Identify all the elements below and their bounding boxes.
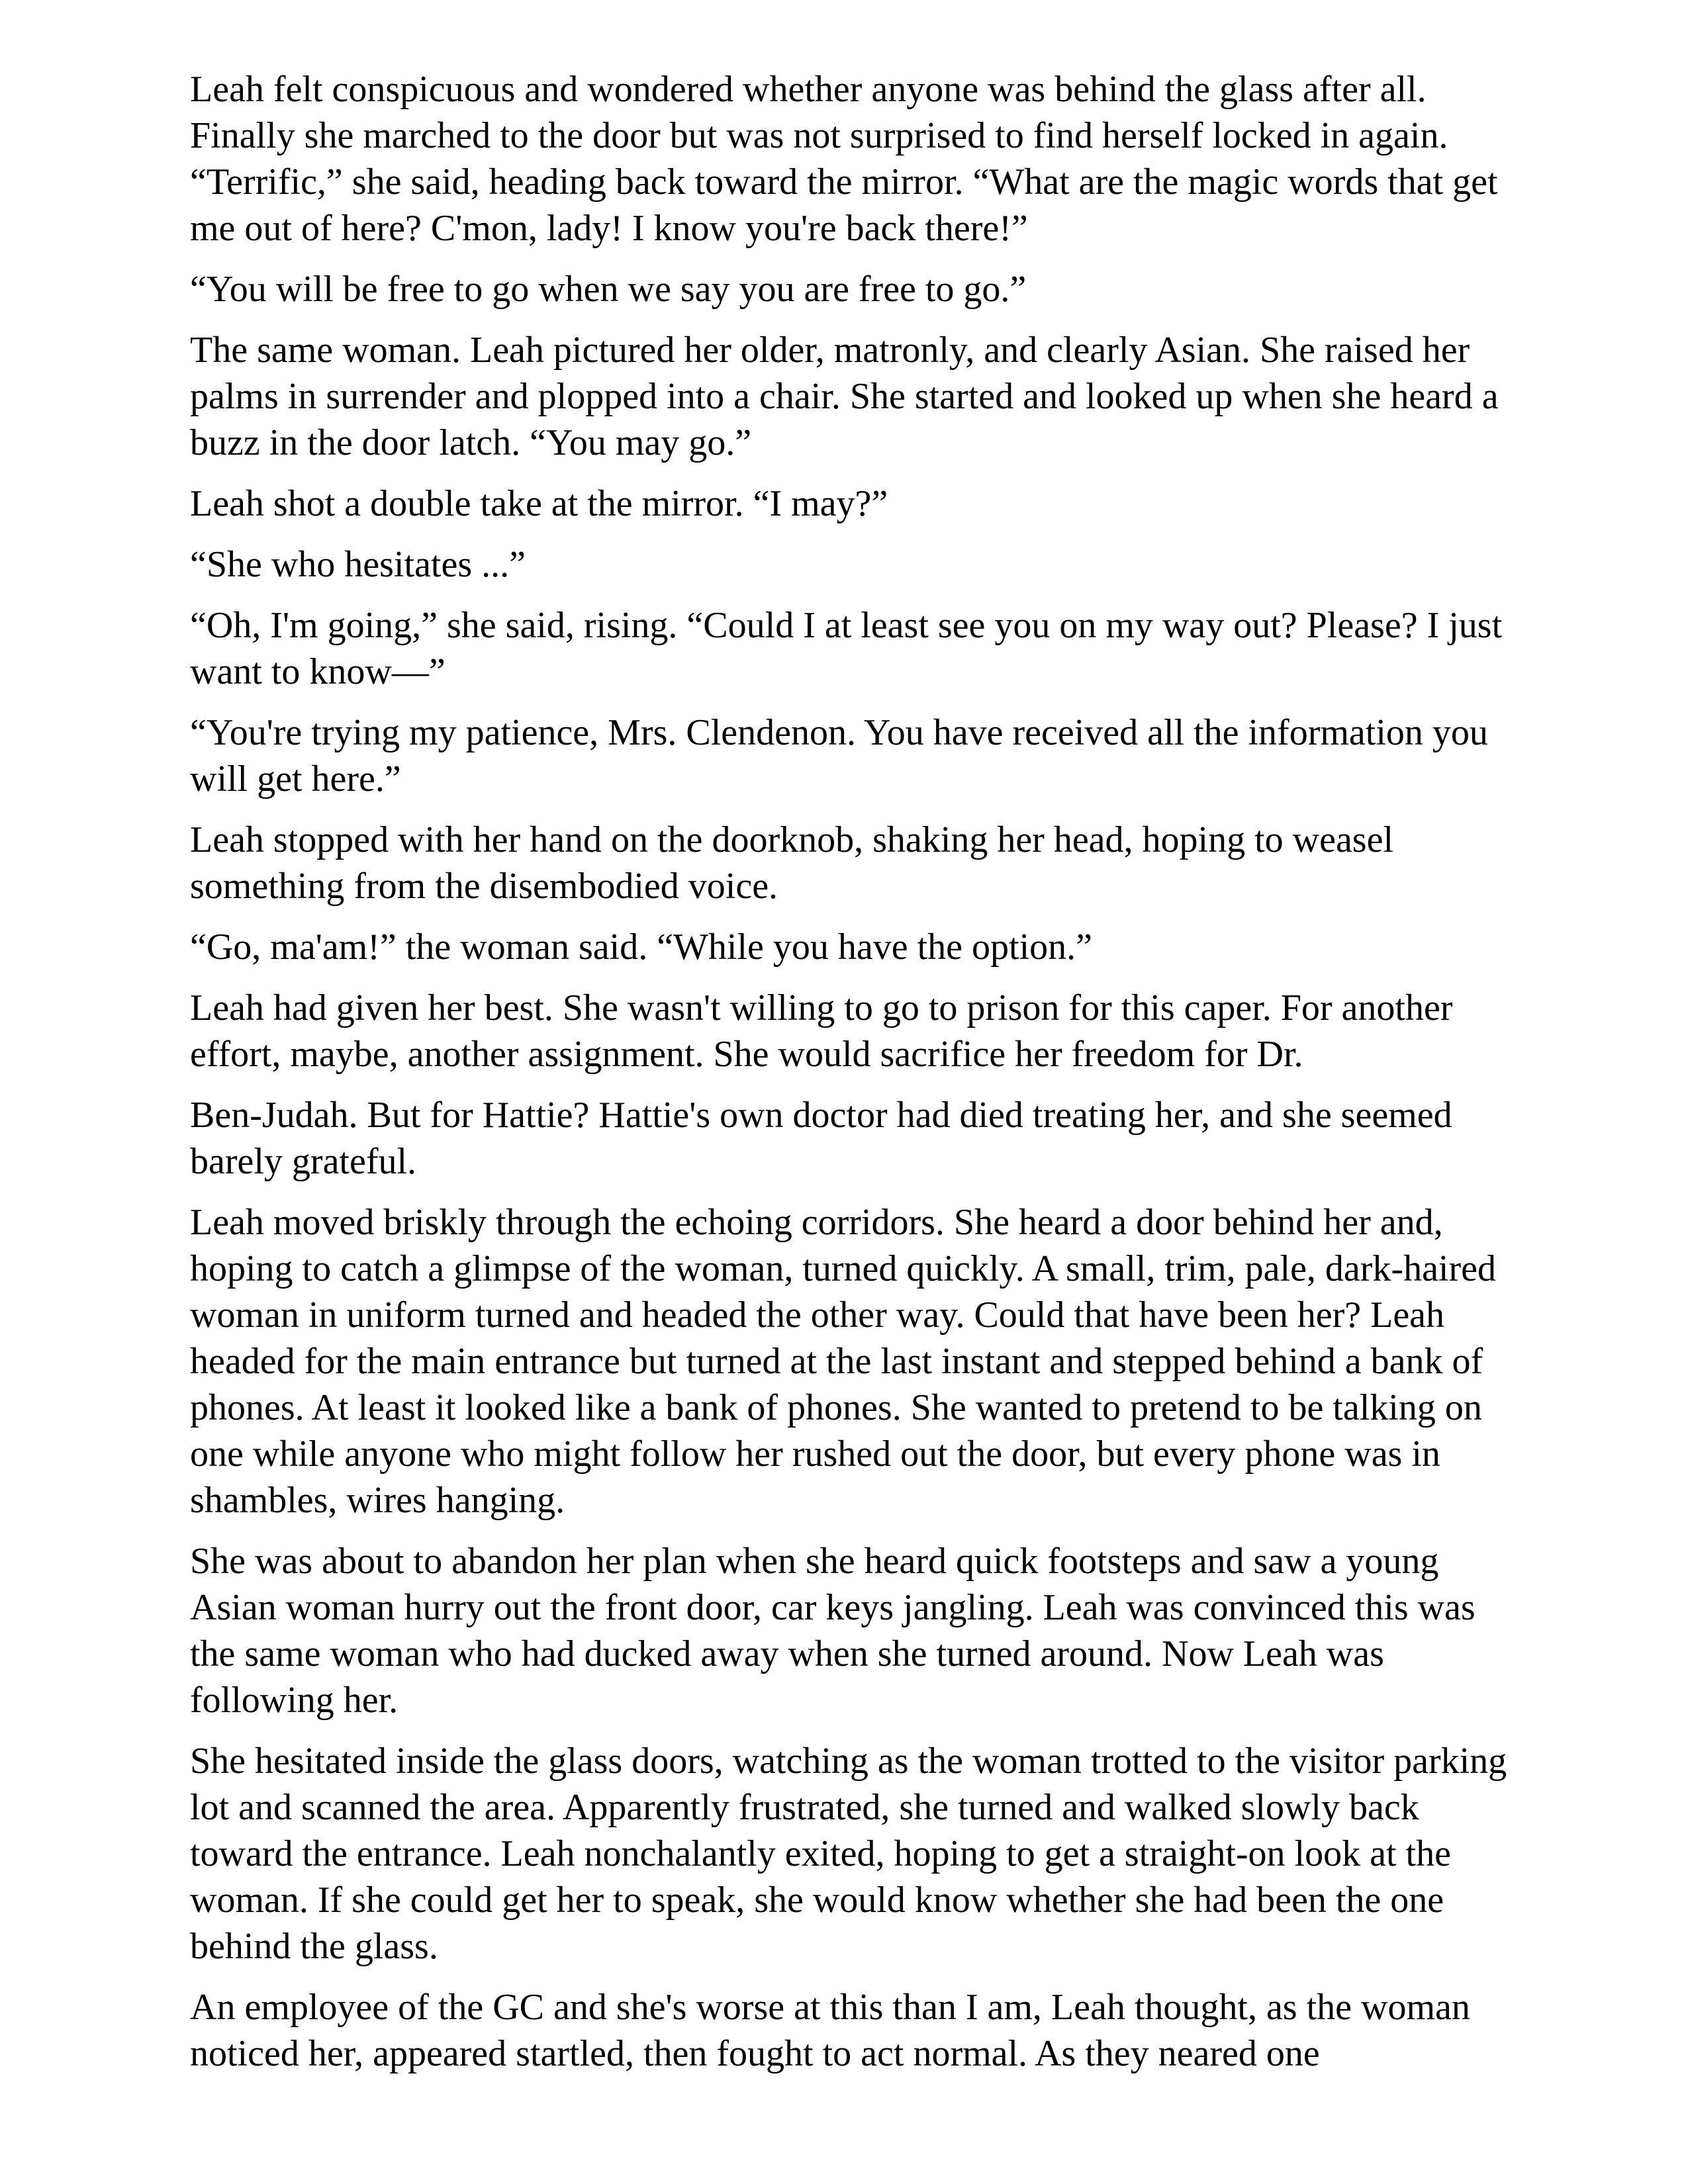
paragraph: “You will be free to go when we say you are free to go.” — [190, 269, 1027, 310]
paragraph: The same woman. Leah pictured her older, matronly, and clearly Asian. She raised her palms in surrender and plopped into a chair. She started and looked up when she heard a buzz in the door latch. “You may go.” — [190, 330, 1499, 463]
paragraph: “Go, ma'am!” the woman said. “While you have the option.” — [190, 927, 1092, 968]
paragraph: “Oh, I'm going,” she said, rising. “Could I at least see you on my way out? Please? I just want to know—” — [190, 605, 1503, 692]
paragraph: An employee of the GC and she's worse at this than I am, Leah thought, as the woman noticed her, appeared startled, then fought to act normal. As they neared one — [190, 1987, 1470, 2074]
paragraph: Leah shot a double take at the mirror. “I may?” — [190, 483, 888, 524]
paragraph: “She who hesitates ...” — [190, 544, 526, 585]
document-page — [190, 66, 1507, 2091]
paragraph: Leah stopped with her hand on the doorknob, shaking her head, hoping to weasel something from the disembodied voice. — [190, 819, 1394, 907]
paragraph: “You're trying my patience, Mrs. Clendenon. You have received all the information you will get here.” — [190, 712, 1488, 799]
paragraph: Leah moved briskly through the echoing corridors. She heard a door behind her and, hoping to catch a glimpse of the woman, turned quickly. A small, trim, pale, dark-haired woman in uniform turned and headed the other way. Could that have been her? Leah headed for the main entrance but turned at the last instant and stepped behind a bank of phones. At least it looked like a bank of phones. She wanted to pretend to be talking on one while anyone who might follow her rushed out the door, but every phone was in shambles, wires hanging. — [190, 1202, 1496, 1521]
paragraph: Ben-Judah. But for Hattie? Hattie's own doctor had died treating her, and she seemed barely grateful. — [190, 1095, 1452, 1182]
paragraph: She hesitated inside the glass doors, watching as the woman trotted to the visitor parking lot and scanned the area. Apparently frustrated, she turned and walked slowly back toward the entrance. Leah nonchalantly exited, hoping to get a straight-on look at the woman. If she could get her to speak, she would know whether she had been the one behind the glass. — [190, 1741, 1507, 1967]
paragraph: Leah had given her best. She wasn't willing to go to prison for this caper. For another effort, maybe, another assignment. She would sacrifice her freedom for Dr. — [190, 987, 1453, 1075]
paragraph: She was about to abandon her plan when she heard quick footsteps and saw a young Asian woman hurry out the front door, car keys jangling. Leah was convinced this was the same woman who had ducked away when she turned around. Now Leah was following her. — [190, 1541, 1476, 1721]
paragraph: Leah felt conspicuous and wondered whether anyone was behind the glass after all. Finally she marched to the door but was not surprised to find herself locked in again. “Terrific,” she said, heading back toward the mirror. “What are the magic words that get me out of here? C'mon, lady! I know you're back there!” — [190, 69, 1498, 249]
